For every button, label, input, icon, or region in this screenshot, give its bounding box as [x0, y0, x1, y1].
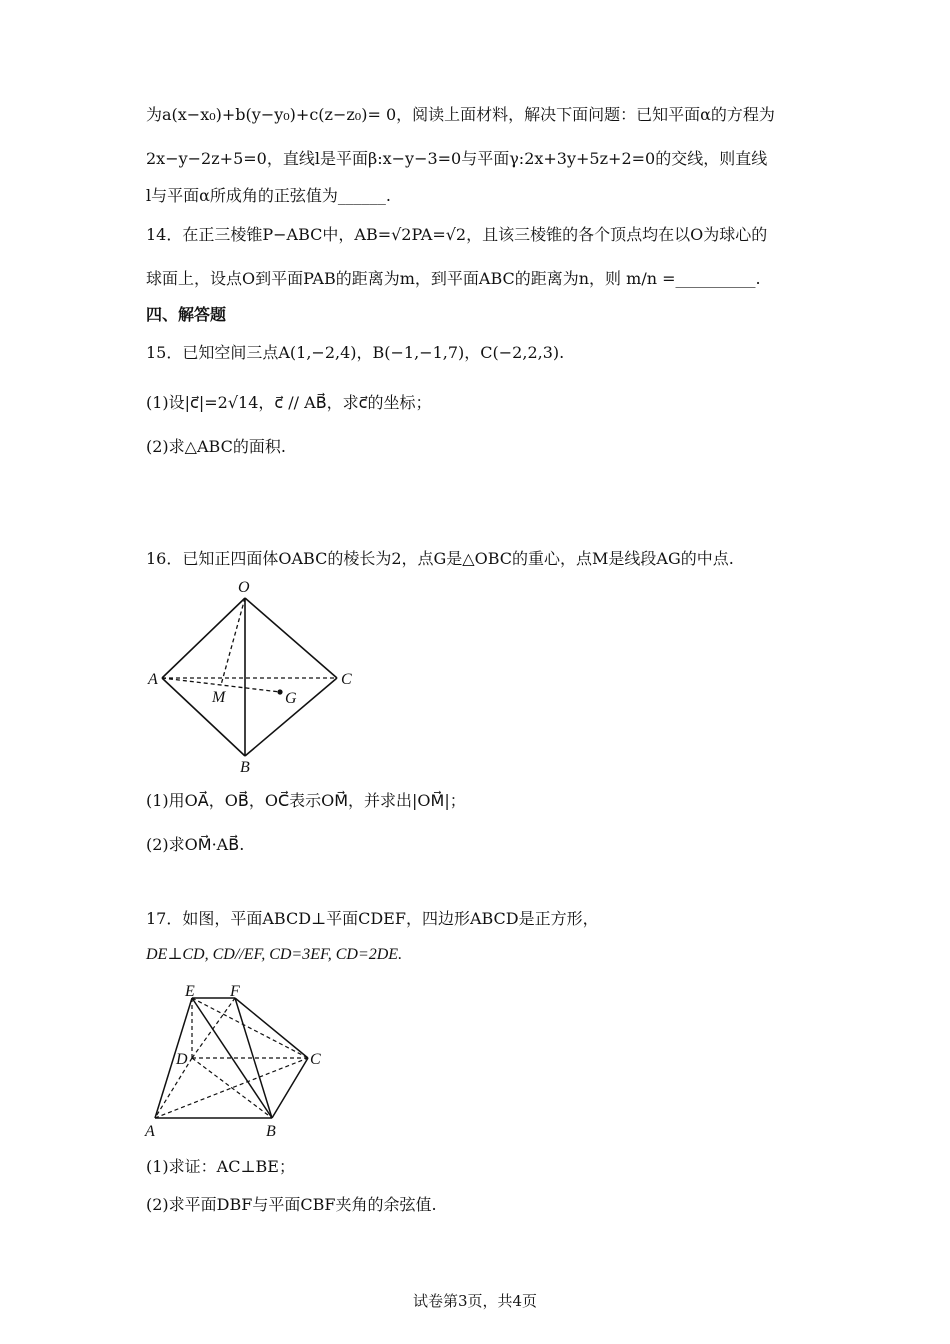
question-16-part-2: (2)求OM⃗·AB⃗. [146, 835, 245, 854]
question-14-line-2: 球面上，设点O到平面PAB的距离为m，到平面ABC的距离为n，则 m/n =__________. [146, 269, 761, 288]
edge-BC [272, 1058, 308, 1118]
label-B: B [266, 1123, 276, 1140]
edge-FB [235, 998, 272, 1118]
question-14-line-1: 14．在正三棱锥P−ABC中，AB=√2PA=√2，且该三棱锥的各个顶点均在以O为球心的 [146, 225, 768, 244]
label-C: C [341, 671, 352, 688]
question-16: 16．已知正四面体OABC的棱长为2，点G是△OBC的重心，点M是线段AG的中点. [146, 549, 734, 568]
segment-OM [221, 598, 245, 685]
section-heading: 四、解答题 [146, 305, 227, 324]
label-D: D [176, 1051, 188, 1068]
question-17-line-1: 17．如图，平面ABCD⊥平面CDEF，四边形ABCD是正方形， [146, 909, 599, 928]
tetrahedron-figure [140, 572, 370, 777]
question-16-part-1: (1)用OA⃗，OB⃗，OC⃗表示OM⃗，并求出|OM⃗|； [146, 791, 466, 810]
label-O: O [238, 579, 250, 596]
question-15: 15．已知空间三点A(1,−2,4)，B(−1,−1,7)，C(−2,2,3). [146, 343, 565, 362]
edge-FC [235, 998, 308, 1058]
question-17-line-2: DE⊥CD, CD//EF, CD=3EF, CD=2DE. [146, 946, 403, 963]
edge-DB-hidden [192, 1058, 272, 1118]
text-line-1: 为a(x−x₀)+b(y−y₀)+c(z−z₀)= 0，阅读上面材料，解决下面问题：已知平面α的方程为 [146, 105, 775, 124]
page-footer: 试卷第3页，共4页 [412, 1292, 538, 1310]
label-M: M [212, 689, 226, 706]
edge-OA [162, 598, 245, 678]
edge-OC [245, 598, 337, 678]
text-line-2: 2x−y−2z+5=0，直线l是平面β:x−y−3=0与平面γ:2x+3y+5z+2=0的交线，则直线 [146, 149, 768, 168]
question-15-part-2: (2)求△ABC的面积. [146, 437, 286, 456]
label-C: C [310, 1051, 321, 1068]
label-F: F [230, 983, 240, 1000]
question-15-part-1: (1)设|c⃗|=2√14，c⃗ // AB⃗，求c⃗的坐标； [146, 393, 432, 412]
question-17-part-2: (2)求平面DBF与平面CBF夹角的余弦值. [146, 1195, 437, 1214]
question-17-part-1: (1)求证：AC⊥BE； [146, 1157, 295, 1176]
label-E: E [185, 983, 195, 1000]
label-A: A [145, 1123, 155, 1140]
edge-AB [162, 678, 245, 756]
edge-EB [192, 998, 272, 1118]
label-B: B [240, 759, 250, 776]
label-A: A [148, 671, 158, 688]
solid-figure [140, 978, 340, 1143]
label-G: G [285, 690, 297, 707]
point-G [277, 689, 282, 694]
text-line-3: l与平面α所成角的正弦值为______. [146, 186, 392, 205]
